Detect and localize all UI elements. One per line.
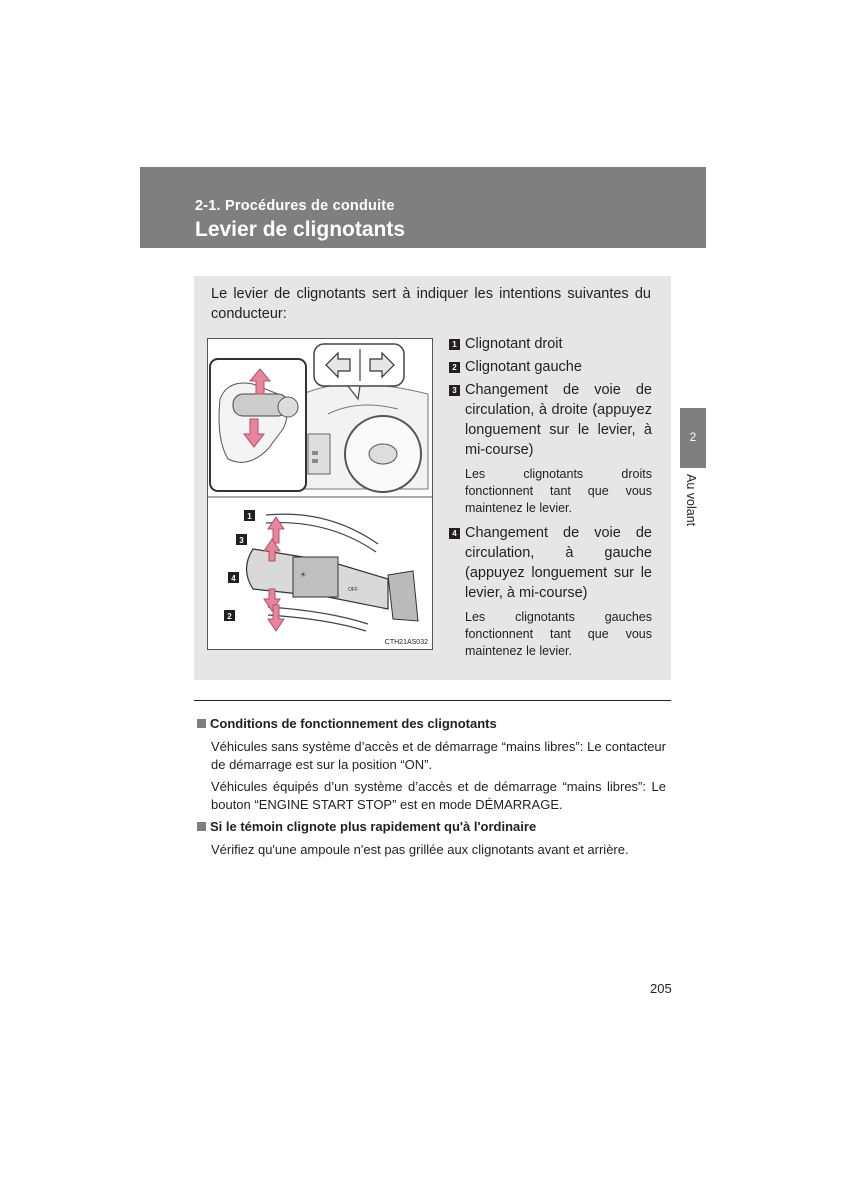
- figure-illustration: [208, 339, 432, 649]
- svg-text:OFF: OFF: [348, 587, 358, 593]
- callout-2: 2: [227, 612, 232, 621]
- svg-text:☀: ☀: [300, 572, 307, 579]
- section-label: 2-1. Procédures de conduite: [195, 198, 395, 214]
- hand-inset: [210, 359, 306, 491]
- callout-4: 4: [231, 574, 236, 583]
- instruction-box: [194, 276, 671, 680]
- item-text: Changement de voie de circulation, à droite (appuyez longuement sur le levier, à mi-course): [465, 382, 652, 458]
- dashboard-scene: [303, 384, 428, 492]
- chapter-tab[interactable]: 2: [680, 408, 706, 468]
- item-text: Changement de voie de circulation, à gauche (appuyez longuement sur le levier, à mi-course): [465, 525, 652, 601]
- item-number: 4: [449, 528, 460, 539]
- item-list: [448, 334, 652, 666]
- section-heading: [197, 818, 536, 836]
- section-paragraph: Vérifiez qu'une ampoule n'est pas grillée aux clignotants avant et arrière.: [211, 842, 629, 857]
- item-text: Clignotant gauche: [465, 359, 582, 375]
- square-bullet-icon: [197, 719, 206, 728]
- divider: [194, 700, 671, 701]
- section-paragraph: Véhicules équipés d’un système d’accès et de démarrage “mains libres”: Le bouton “ENGINE START STOP” est en mode DÉMARRAGE.: [211, 779, 666, 812]
- list-item: [448, 380, 652, 460]
- list-item: [448, 334, 652, 354]
- page-title: Levier de clignotants: [195, 218, 406, 241]
- page-number: 205: [650, 981, 672, 996]
- item-number: 3: [449, 385, 460, 396]
- item-text: Clignotant droit: [465, 336, 563, 352]
- item-note: Les clignotants droits fonctionnent tant que vous maintenez le levier.: [465, 467, 652, 515]
- list-item: [448, 357, 652, 377]
- square-bullet-icon: [197, 822, 206, 831]
- turn-signal-figure: [207, 338, 433, 650]
- section-heading-text: Si le témoin clignote plus rapidement qu'à l'ordinaire: [210, 819, 537, 834]
- item-number: 2: [449, 362, 460, 373]
- section-heading: [197, 715, 497, 733]
- intro-text: Le levier de clignotants sert à indiquer les intentions suivantes du conducteur:: [211, 286, 651, 322]
- lever-diagram: [247, 514, 419, 631]
- section-paragraph: Véhicules sans système d’accès et de démarrage “mains libres”: Le contacteur de démarrage est sur la position “ON”.: [211, 739, 666, 772]
- callout-1: 1: [247, 512, 252, 521]
- callout-3: 3: [239, 536, 244, 545]
- item-number: 1: [449, 339, 460, 350]
- section-heading-text: Conditions de fonctionnement des clignotants: [210, 716, 497, 731]
- figure-code: CTH21AS032: [384, 639, 428, 646]
- item-note: Les clignotants gauches fonctionnent tant que vous maintenez le levier.: [465, 610, 652, 658]
- list-item: [448, 523, 652, 603]
- chapter-tab-label: Au volant: [684, 474, 698, 527]
- chapter-header: [140, 167, 706, 248]
